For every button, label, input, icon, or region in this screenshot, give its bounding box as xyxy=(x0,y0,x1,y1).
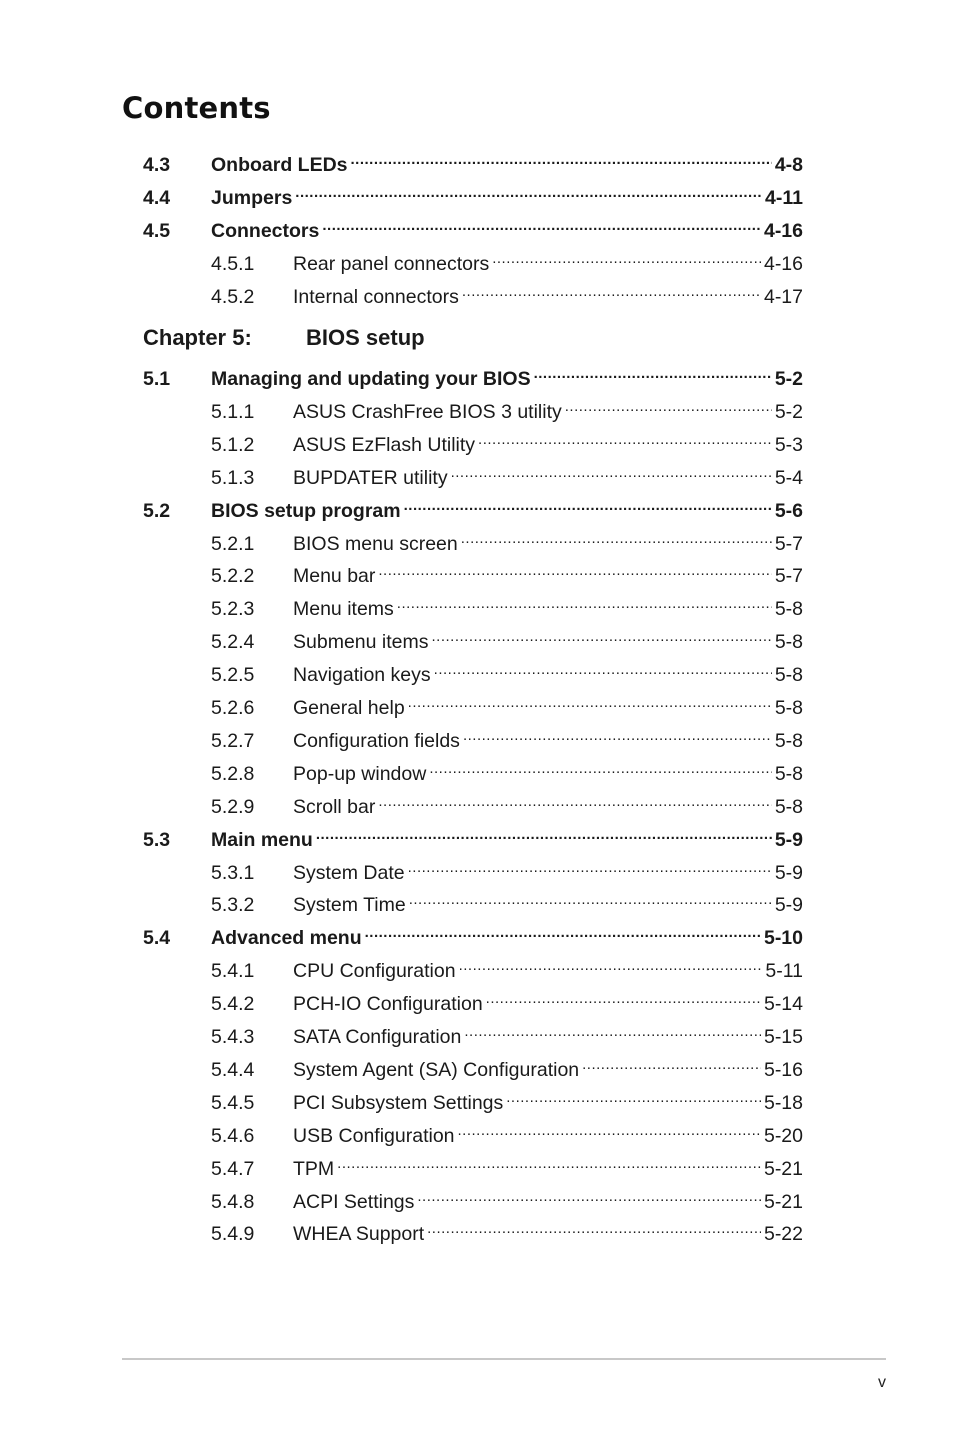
toc-entry-number: 5.3.1 xyxy=(211,861,255,884)
toc-entry-page: 5-8 xyxy=(774,664,803,687)
toc-entry-page: 5-8 xyxy=(774,762,803,785)
toc-entry-page: 5-15 xyxy=(763,1026,803,1048)
toc-entry-page: 5-9 xyxy=(774,861,803,884)
toc-entry-title: PCH-IO Configuration xyxy=(293,993,483,1016)
toc-entry-title: ACPI Settings xyxy=(293,1190,415,1213)
toc-entry-number: 5.2.8 xyxy=(211,762,255,785)
toc-entry-page: 5-6 xyxy=(774,499,803,522)
toc-entry-number: 5.4 xyxy=(143,927,171,950)
dot-leader xyxy=(458,1118,761,1142)
toc-entry[interactable] xyxy=(143,822,803,851)
toc-entry[interactable] xyxy=(143,460,803,489)
toc-entry-title: Onboard LEDs xyxy=(211,154,348,176)
footer-divider xyxy=(122,1358,886,1360)
toc-entry[interactable] xyxy=(143,1118,803,1147)
toc-entry-number: 5.1.3 xyxy=(211,466,255,489)
toc-entry-number: 5.2.9 xyxy=(211,795,255,818)
toc-entry-page: 5-4 xyxy=(774,466,803,489)
dot-leader xyxy=(565,394,772,418)
toc-entry-page: 5-8 xyxy=(774,729,803,752)
toc-entry-number: 5.3 xyxy=(143,828,171,851)
toc-entry-page: 4-17 xyxy=(763,285,803,308)
chapter-label: Chapter 5: xyxy=(143,325,252,350)
toc-entry-page: 5-7 xyxy=(774,532,803,555)
toc-entry-title: PCI Subsystem Settings xyxy=(293,1091,504,1114)
toc-entry-page: 5-21 xyxy=(763,1157,803,1180)
toc-entry-number: 5.4.7 xyxy=(211,1157,255,1180)
toc-entry[interactable] xyxy=(143,147,803,176)
toc-entry-number: 5.2.4 xyxy=(211,631,255,654)
toc-entry-page: 5-22 xyxy=(763,1223,803,1246)
toc-entry-page: 4-8 xyxy=(774,154,803,176)
dot-leader xyxy=(408,855,772,879)
toc-entry-number: 5.1.1 xyxy=(211,400,255,423)
page-title: Contents xyxy=(122,91,271,125)
dot-leader xyxy=(409,887,772,911)
dot-leader xyxy=(459,953,763,977)
toc-entry-number: 4.5.1 xyxy=(211,252,255,275)
toc-entry-title: BUPDATER utility xyxy=(293,466,448,489)
toc-entry-page: 5-7 xyxy=(774,565,803,588)
toc-entry-title: BIOS menu screen xyxy=(293,532,458,555)
toc-entry-number: 5.4.5 xyxy=(211,1091,255,1114)
toc-entry-page: 5-14 xyxy=(763,993,803,1016)
dot-leader xyxy=(337,1151,761,1175)
toc-entry-page: 5-18 xyxy=(763,1091,803,1114)
dot-leader xyxy=(378,789,771,813)
toc-entry-title: Managing and updating your BIOS xyxy=(211,368,531,390)
dot-leader xyxy=(408,690,772,714)
toc-entry[interactable] xyxy=(143,427,803,456)
toc-entry-number: 5.2.7 xyxy=(211,729,255,752)
toc-entry[interactable] xyxy=(143,887,803,917)
toc-entry-page: 5-8 xyxy=(774,697,803,719)
page-number: v xyxy=(878,1374,886,1391)
toc-entry-title: Configuration fields xyxy=(293,729,460,752)
toc-entry[interactable] xyxy=(143,246,803,275)
toc-entry[interactable] xyxy=(143,624,803,654)
toc-entry[interactable] xyxy=(143,953,803,983)
toc-entry-page: 5-16 xyxy=(763,1058,803,1081)
toc-entry-number: 4.4 xyxy=(143,186,171,209)
dot-leader xyxy=(316,822,772,846)
toc-entry-number: 5.2 xyxy=(143,499,171,522)
dot-leader xyxy=(434,657,772,681)
toc-entry[interactable] xyxy=(143,361,803,390)
toc-entry-page: 4-16 xyxy=(763,219,803,242)
toc-entry-title: General help xyxy=(293,697,405,719)
toc-entry[interactable] xyxy=(143,690,803,719)
toc-entry[interactable] xyxy=(143,394,803,423)
toc-entry-title: System Date xyxy=(293,861,405,884)
toc-entry-page: 5-8 xyxy=(774,598,803,621)
toc-entry-title: Scroll bar xyxy=(293,795,376,818)
dot-leader xyxy=(582,1052,761,1076)
toc-entry-title: ASUS EzFlash Utility xyxy=(293,433,476,456)
toc-entry[interactable] xyxy=(143,213,803,242)
dot-leader xyxy=(351,147,772,171)
toc-entry-number: 5.2.2 xyxy=(211,565,255,588)
toc-entry[interactable] xyxy=(143,855,803,884)
toc-entry[interactable] xyxy=(143,1085,803,1114)
toc-entry-page: 5-2 xyxy=(774,400,803,423)
toc-entry-title: Advanced menu xyxy=(211,927,362,950)
toc-entry[interactable] xyxy=(143,920,803,950)
toc-entry-page: 5-10 xyxy=(763,927,803,950)
toc-entry[interactable] xyxy=(143,986,803,1016)
toc-entry-title: USB Configuration xyxy=(293,1124,455,1147)
toc-entry[interactable] xyxy=(143,1184,803,1213)
toc-entry-title: Menu bar xyxy=(293,565,376,588)
toc-entry-title: Pop-up window xyxy=(293,762,427,785)
dot-leader xyxy=(365,920,761,944)
dot-leader xyxy=(492,246,761,270)
toc-entry[interactable] xyxy=(143,1151,803,1180)
toc-entry-number: 5.2.6 xyxy=(211,697,255,719)
dot-leader xyxy=(378,558,771,582)
toc-entry[interactable] xyxy=(143,526,803,555)
toc-entry-page: 4-11 xyxy=(765,186,803,209)
dot-leader xyxy=(463,723,772,747)
dot-leader xyxy=(478,427,772,451)
dot-leader xyxy=(431,624,771,648)
toc-entry-number: 5.4.3 xyxy=(211,1026,255,1048)
toc-entry-title: CPU Configuration xyxy=(293,960,456,983)
dot-leader xyxy=(534,361,772,385)
dot-leader xyxy=(295,180,762,204)
toc-entry-title: Menu items xyxy=(293,598,394,621)
toc-entry[interactable] xyxy=(143,657,803,687)
toc-entry-number: 5.4.4 xyxy=(211,1058,255,1081)
toc-entry-number: 5.3.2 xyxy=(211,894,255,917)
toc-entry-number: 5.4.6 xyxy=(211,1124,255,1147)
toc-entry-number: 5.1 xyxy=(143,368,171,390)
toc-entry-title: TPM xyxy=(293,1157,335,1180)
chapter-heading xyxy=(143,324,425,352)
dot-leader xyxy=(404,493,772,517)
toc-entry-title: Submenu items xyxy=(293,631,429,654)
toc-entry[interactable] xyxy=(143,1216,803,1246)
dot-leader xyxy=(397,591,772,615)
toc-entry-title: SATA Configuration xyxy=(293,1026,462,1048)
dot-leader xyxy=(451,460,772,484)
chapter-name: BIOS setup xyxy=(306,325,425,350)
dot-leader xyxy=(461,526,772,550)
dot-leader xyxy=(506,1085,761,1109)
toc-entry-number: 5.2.5 xyxy=(211,664,255,687)
toc-entry[interactable] xyxy=(143,180,803,209)
toc-entry-title: ASUS CrashFree BIOS 3 utility xyxy=(293,400,562,423)
toc-entry[interactable] xyxy=(143,1019,803,1048)
dot-leader xyxy=(322,213,761,237)
dot-leader xyxy=(429,756,771,780)
toc-entry-title: Jumpers xyxy=(211,186,293,209)
toc-entry-page: 5-11 xyxy=(765,960,803,983)
toc-entry-number: 5.4.8 xyxy=(211,1190,255,1213)
toc-entry-page: 5-8 xyxy=(774,631,803,654)
toc-entry[interactable] xyxy=(143,591,803,621)
toc-entry[interactable] xyxy=(143,493,803,522)
toc-entry-page: 4-16 xyxy=(763,252,803,275)
toc-entry-title: Rear panel connectors xyxy=(293,252,490,275)
toc-entry-title: Main menu xyxy=(211,828,313,851)
toc-entry-title: System Time xyxy=(293,894,406,917)
toc-entry[interactable] xyxy=(143,789,803,818)
dot-leader xyxy=(417,1184,761,1208)
toc-entry-number: 5.4.1 xyxy=(211,960,255,983)
toc-entry[interactable] xyxy=(143,1052,803,1081)
toc-entry-title: Connectors xyxy=(211,219,320,242)
toc-entry-title: BIOS setup program xyxy=(211,499,401,522)
toc-entry-title: System Agent (SA) Configuration xyxy=(293,1058,580,1081)
dot-leader xyxy=(462,279,761,303)
toc-entry-number: 5.1.2 xyxy=(211,433,255,456)
toc-entry-number: 5.2.3 xyxy=(211,598,255,621)
toc-entry[interactable] xyxy=(143,558,803,588)
toc-entry-page: 5-9 xyxy=(774,828,803,851)
toc-entry-page: 5-21 xyxy=(763,1190,803,1213)
toc-entry-number: 4.5.2 xyxy=(211,285,255,308)
toc-entry[interactable] xyxy=(143,279,803,308)
toc-entry-number: 5.2.1 xyxy=(211,532,255,555)
toc-entry-page: 5-9 xyxy=(774,894,803,917)
toc-entry-title: Internal connectors xyxy=(293,285,459,308)
dot-leader xyxy=(486,986,761,1010)
toc-entry-number: 5.4.9 xyxy=(211,1223,255,1246)
toc-entry-title: WHEA Support xyxy=(293,1223,425,1246)
toc-entry[interactable] xyxy=(143,756,803,785)
toc-entry-page: 5-20 xyxy=(763,1124,803,1147)
dot-leader xyxy=(464,1019,761,1043)
toc-entry-page: 5-3 xyxy=(774,433,803,456)
toc-entry-page: 5-8 xyxy=(774,795,803,818)
toc-entry-title: Navigation keys xyxy=(293,664,431,687)
dot-leader xyxy=(427,1216,761,1240)
toc-entry-number: 4.3 xyxy=(143,154,171,176)
toc-entry-page: 5-2 xyxy=(774,368,803,390)
toc-entry-number: 4.5 xyxy=(143,219,171,242)
toc-entry-number: 5.4.2 xyxy=(211,993,255,1016)
toc-entry[interactable] xyxy=(143,723,803,752)
